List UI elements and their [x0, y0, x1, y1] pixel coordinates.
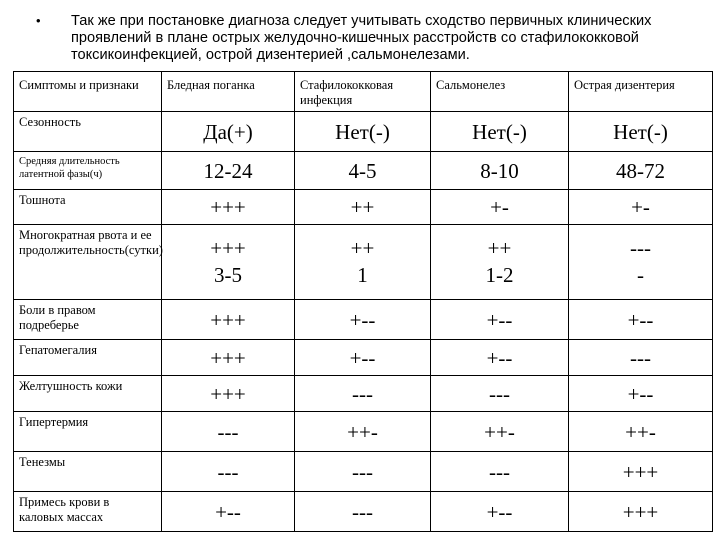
- cell-value: 4-5: [295, 152, 431, 190]
- bullet-icon: •: [36, 13, 41, 28]
- cell-value: ---: [431, 452, 569, 492]
- table-row: [14, 340, 713, 376]
- cell-value: +++: [162, 340, 295, 376]
- cell-duration: -: [637, 263, 644, 287]
- row-label: Примесь крови в каловых массах: [14, 492, 162, 532]
- header-staphylococcal: Стафилококковая инфекция: [295, 72, 431, 112]
- cell-value: ++: [350, 236, 375, 260]
- cell-value: ---: [295, 452, 431, 492]
- intro-text: Так же при постановке диагноза следует учитывать сходство первичных клинических проявлений в плане острых желудочно-кишечных расстройств со стафилококковой токсикоинфекцией, острой дизентерией ,сальмонелезами.: [71, 13, 652, 63]
- row-label: Тенезмы: [14, 452, 162, 492]
- cell-value: Да(+): [162, 112, 295, 152]
- cell-value: +--: [569, 300, 713, 340]
- cell-value: +++: [162, 300, 295, 340]
- row-label: Боли в правом подреберье: [14, 300, 162, 340]
- cell-duration: 3-5: [214, 263, 242, 287]
- row-label: Тошнота: [14, 190, 162, 225]
- table-row: [14, 300, 713, 340]
- cell-value: +++: [162, 190, 295, 225]
- row-label: Желтушность кожи: [14, 376, 162, 412]
- table-row: [14, 492, 713, 532]
- row-label: Гепатомегалия: [14, 340, 162, 376]
- cell-value: 48-72: [569, 152, 713, 190]
- cell-value: +++: [210, 236, 246, 260]
- cell-value-pair: [431, 225, 569, 300]
- header-pale-toadstool: Бледная поганка: [162, 72, 295, 112]
- cell-value: Нет(-): [431, 112, 569, 152]
- row-label: Гипертермия: [14, 412, 162, 452]
- cell-value: Нет(-): [295, 112, 431, 152]
- cell-value: +++: [569, 452, 713, 492]
- row-label: Средняя длительность латентной фазы(ч): [14, 152, 162, 190]
- cell-value: +--: [295, 300, 431, 340]
- comparison-table: [13, 71, 713, 532]
- header-salmonellosis: Сальмонелез: [431, 72, 569, 112]
- table-row: [14, 190, 713, 225]
- cell-value: +-: [431, 190, 569, 225]
- table-row: [14, 452, 713, 492]
- header-symptoms: Симптомы и признаки: [14, 72, 162, 112]
- table-row: [14, 112, 713, 152]
- cell-value: ---: [162, 412, 295, 452]
- cell-value: ---: [162, 452, 295, 492]
- cell-duration: 1: [357, 263, 368, 287]
- cell-value: +-: [569, 190, 713, 225]
- cell-value: 12-24: [162, 152, 295, 190]
- cell-value: 8-10: [431, 152, 569, 190]
- cell-value: ---: [630, 236, 651, 260]
- cell-value: ++: [295, 190, 431, 225]
- cell-value: ---: [295, 492, 431, 532]
- cell-value: +--: [431, 492, 569, 532]
- table-row: [14, 376, 713, 412]
- intro-block: [0, 0, 720, 72]
- cell-duration: 1-2: [485, 263, 514, 287]
- cell-value: +--: [295, 340, 431, 376]
- table-row: [14, 225, 713, 300]
- cell-value: +++: [569, 492, 713, 532]
- cell-value: ++: [487, 236, 512, 260]
- cell-value: ---: [569, 340, 713, 376]
- cell-value: ---: [295, 376, 431, 412]
- cell-value: +--: [162, 492, 295, 532]
- cell-value: ++-: [295, 412, 431, 452]
- row-label: Многократная рвота и ее продолжительность(сутки): [14, 225, 162, 300]
- table-header-row: [14, 72, 713, 112]
- cell-value: Нет(-): [569, 112, 713, 152]
- row-label: Сезонность: [14, 112, 162, 152]
- cell-value: ---: [431, 376, 569, 412]
- cell-value: +++: [162, 376, 295, 412]
- cell-value: ++-: [569, 412, 713, 452]
- header-dysentery: Острая дизентерия: [569, 72, 713, 112]
- cell-value-pair: [295, 225, 431, 300]
- cell-value-pair: [569, 225, 713, 300]
- cell-value-pair: [162, 225, 295, 300]
- cell-value: +--: [431, 300, 569, 340]
- table-row: [14, 412, 713, 452]
- cell-value: +--: [431, 340, 569, 376]
- cell-value: +--: [569, 376, 713, 412]
- cell-value: ++-: [431, 412, 569, 452]
- table-row: [14, 152, 713, 190]
